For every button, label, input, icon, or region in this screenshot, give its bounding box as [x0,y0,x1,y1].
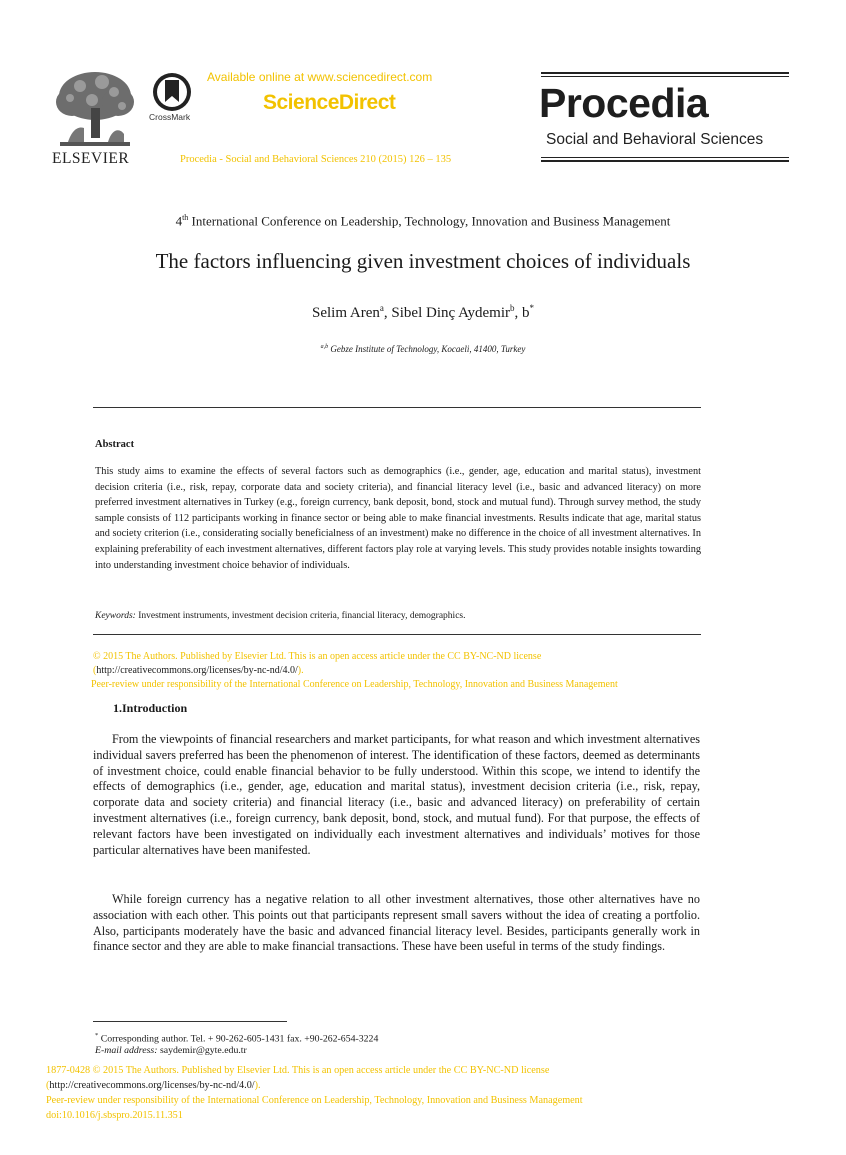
conference-name: International Conference on Leadership, Technology, Innovation and Business Management [188,213,671,229]
author-name: , b [514,305,530,321]
keywords [95,611,465,621]
header-rule [541,76,789,77]
license-url-link[interactable]: http://creativecommons.org/licenses/by-nc-nd/4.0/ [96,665,298,676]
license-url-paren: ). [254,1080,261,1091]
author-list [0,303,846,322]
bottom-license-url-line [46,1080,261,1091]
footnote-marker: * [95,1032,99,1039]
corresponding-marker: * [529,303,535,313]
footnote-rule [93,1021,287,1022]
license-line: © 2015 The Authors. Published by Elsevier Ltd. This is an open access article under the CC BY-NC-ND license [93,651,542,662]
email-address[interactable]: saydemir@gyte.edu.tr [157,1045,247,1056]
conference-ordinal-suffix: th [182,213,189,222]
keywords-text: Investment instruments, investment decision criteria, financial literacy, demographics. [135,611,466,621]
paragraph-text: From the viewpoints of financial researchers and market participants, for what reason and which investment alternatives individual savers preferred has been the phenomenon of interest. The identification of these factors, deemed as determinants of investment choice, could enable financial behavior to be fully understood. Within this scope, we intend to identify the effects of demographics (i.e., gender, age, education and marital status), investment decision criteria (i.e., risk, repay, corporate data and society criteria) and financial literacy (i.e., basic and advanced literacy) on preferability of certain investment alternatives (i.e., foreign currency, bank deposit, bond, stock, and mutual fund). For that purpose, the effects of relevant factors have been investigated on individually each investment alternatives and individuals’ motives for those particular alternatives have been manifested. [93,732,700,857]
paper-title: The factors influencing given investment choices of individuals [155,249,691,273]
corresponding-author-note [95,1032,378,1044]
header-rule [541,160,789,162]
publisher-wordmark: ELSEVIER [52,150,130,167]
intro-paragraph-1 [93,732,700,858]
header-rule [541,72,789,74]
license-url-line [93,665,304,676]
affiliation-marker: a,b [320,344,329,350]
affiliation-text: Gebze Institute of Technology, Kocaeli, 41400, Turkey [328,344,526,354]
author-affil-marker: b [510,303,515,313]
abstract-text: This study aims to examine the effects of several factors such as demographics (i.e., gender, age, education and marital status), investment decision criteria (i.e., risk, repay, corporate data and society criteria), and financial literacy level (i.e., basic and advanced literacy) on more preferred investment alternatives in Turkey (e.g., foreign currency, bank deposit, bond, stock and mutual fund). Through survey method, the study sample consists of 112 participants working in finance sector or being able to make financial investments. Results indicate that age, marital status and society criterion (i.e., considerating socially beneficialness of an investment) make no difference in the choice of all investment alternatives. In explaining preferability of each investment alternatives, different factors play role at varying levels. This study provides notable insights towarding into understanding investment choice behavior of individuals. [95,466,701,571]
issn-license-line: 1877-0428 © 2015 The Authors. Published by Elsevier Ltd. This is an open access article under the CC BY-NC-ND license [46,1065,550,1076]
license-url-paren: ). [297,665,304,676]
author-affil-marker: a [379,303,384,313]
email-label: E-mail address: [95,1045,158,1056]
license-url-paren: ( [93,665,97,676]
doi-line[interactable]: doi:10.1016/j.sbspro.2015.11.351 [46,1110,183,1121]
conference-line [0,213,846,229]
journal-citation: Procedia - Social and Behavioral Sciences 210 (2015) 126 – 135 [180,154,452,165]
conference-ordinal: 4 [175,213,183,229]
author-name: , Sibel Dinç Aydemir [383,305,511,321]
author-name: Selim Aren [311,305,380,321]
keywords-label: Keywords: [95,611,136,621]
affiliation [0,344,846,354]
abstract-heading: Abstract [95,439,135,450]
journal-brand-subtitle: Social and Behavioral Sciences [546,131,764,148]
journal-brand-title: Procedia [539,80,709,126]
section-divider [93,634,701,635]
header-rule [541,157,789,158]
intro-paragraph-2 [93,892,700,955]
section-divider [93,407,701,408]
sciencedirect-logo[interactable]: ScienceDirect [263,91,396,114]
crossmark-label: CrossMark [149,112,191,122]
license-url-paren: ( [46,1080,50,1091]
paragraph-text: While foreign currency has a negative relation to all other investment alternatives, those other alternatives have no association with each other. This points out that participants represent small savers without the idea of creating a portfolio. Also, participants moderately have the basic and advanced financial literacy level. Besides, participants generally work in finance sector and they are able to make financial transactions. These have been useful in terms of the study findings. [93,892,700,954]
peer-review-line: Peer-review under responsibility of the International Conference on Leadership, Technology, Innovation and Business Management [91,679,618,690]
elsevier-tree-logo [50,68,140,148]
available-online-link[interactable]: Available online at www.sciencedirect.com [207,70,433,84]
section-heading: 1.Introduction [113,701,188,715]
bottom-license-url-link[interactable]: http://creativecommons.org/licenses/by-nc-nd/4.0/ [49,1080,255,1091]
email-note [95,1045,247,1056]
corresponding-author-text: Corresponding author. Tel. + 90-262-605-1431 fax. +90-262-654-3224 [98,1033,379,1045]
bottom-peer-review-line: Peer-review under responsibility of the International Conference on Leadership, Technology, Innovation and Business Management [46,1095,583,1106]
